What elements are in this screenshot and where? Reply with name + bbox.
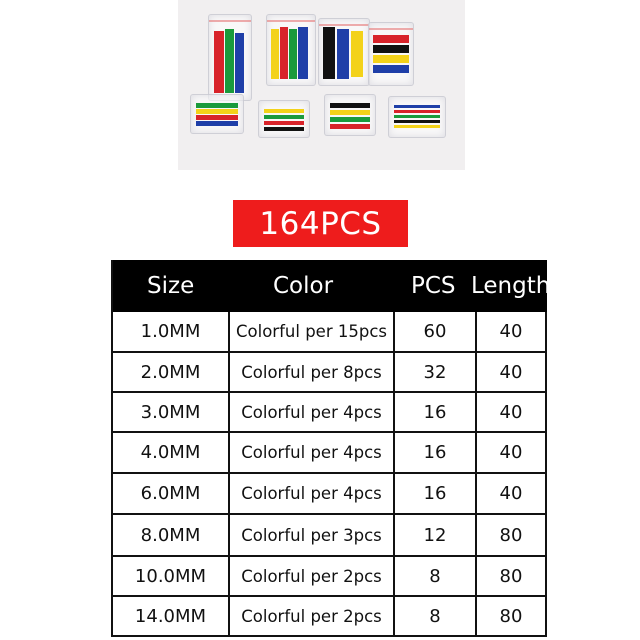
cell-pcs: 60 xyxy=(395,312,477,351)
cell-color: Colorful per 4pcs xyxy=(230,393,395,431)
cell-length: 40 xyxy=(499,361,523,383)
cell-size: 2.0MM xyxy=(113,353,230,391)
cell-pcs: 16 xyxy=(395,393,477,431)
cell-pcs: 8 xyxy=(395,597,477,635)
cell-size: 1.0MM xyxy=(113,312,230,351)
cell-color: Colorful per 8pcs xyxy=(230,353,395,391)
table-row xyxy=(113,597,547,637)
spec-table xyxy=(111,260,551,637)
cell-pcs: 12 xyxy=(395,515,477,555)
cell-size: 3.0MM xyxy=(113,393,230,431)
table-row xyxy=(113,393,547,433)
table-row xyxy=(113,312,547,353)
cell-length: 40 xyxy=(499,401,523,423)
cell-length: 40 xyxy=(499,483,523,504)
cell-color: Colorful per 4pcs xyxy=(230,433,395,472)
bag-small-2 xyxy=(258,100,310,138)
cell-pcs: 16 xyxy=(395,433,477,472)
cell-length: 80 xyxy=(499,565,523,587)
cell-length: 40 xyxy=(499,321,523,342)
table-row xyxy=(113,433,547,474)
table-row xyxy=(113,515,547,557)
header-length: Length xyxy=(471,273,551,299)
header-color: Color xyxy=(273,273,334,299)
header-size: Size xyxy=(147,273,195,299)
bag-small-3 xyxy=(324,94,376,136)
table-row xyxy=(113,353,547,393)
bag-small-1 xyxy=(190,94,244,134)
bag-large-3 xyxy=(318,18,370,86)
cell-size: 10.0MM xyxy=(113,557,230,595)
cell-size: 14.0MM xyxy=(113,597,230,635)
cell-size: 4.0MM xyxy=(113,433,230,472)
cell-size: 6.0MM xyxy=(113,474,230,513)
cell-length: 80 xyxy=(499,524,523,546)
quantity-badge xyxy=(233,200,408,247)
cell-pcs: 8 xyxy=(395,557,477,595)
cell-color: Colorful per 2pcs xyxy=(230,557,395,595)
table-row xyxy=(113,557,547,597)
bag-large-1 xyxy=(208,14,252,101)
cell-pcs: 16 xyxy=(395,474,477,513)
product-photo xyxy=(178,0,465,170)
header-pcs: PCS xyxy=(411,273,456,299)
bag-large-4 xyxy=(368,22,414,86)
cell-color: Colorful per 15pcs xyxy=(230,312,395,351)
cell-color: Colorful per 4pcs xyxy=(230,474,395,513)
bag-large-2 xyxy=(266,14,316,86)
table-header xyxy=(113,260,551,312)
cell-size: 8.0MM xyxy=(113,515,230,555)
cell-color: Colorful per 2pcs xyxy=(230,597,395,635)
cell-pcs: 32 xyxy=(395,353,477,391)
quantity-badge-text: 164PCS xyxy=(259,205,382,242)
cell-length: 80 xyxy=(499,605,523,627)
cell-length: 40 xyxy=(499,442,523,463)
cell-color: Colorful per 3pcs xyxy=(230,515,395,555)
bag-small-4 xyxy=(388,96,446,138)
table-row xyxy=(113,474,547,515)
